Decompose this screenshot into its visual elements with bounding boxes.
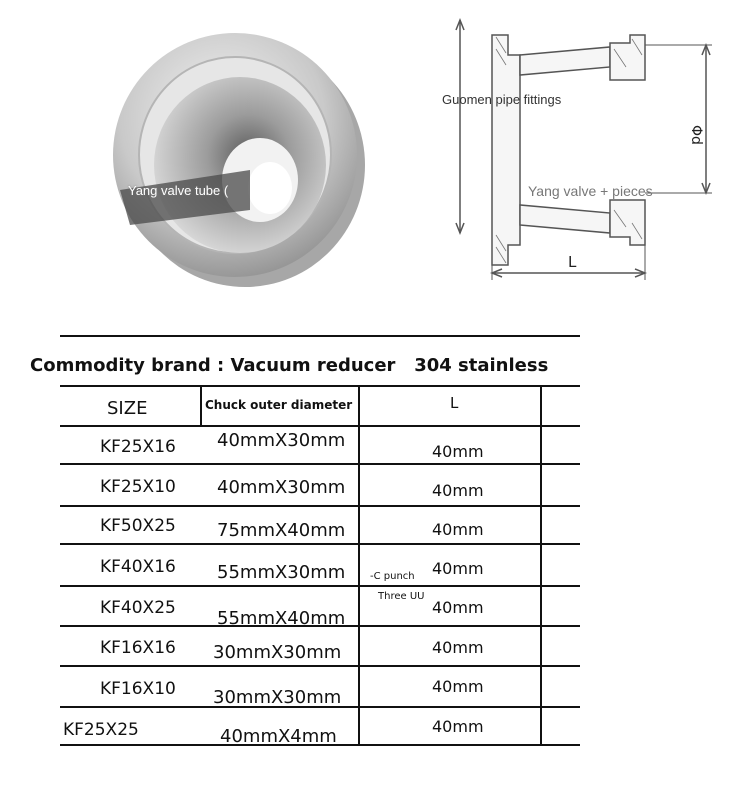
header-size: SIZE [107, 398, 148, 419]
row-l: 40mm [432, 677, 484, 696]
reducer-photo [100, 20, 370, 290]
row-size: KF50X25 [100, 516, 176, 536]
row-chuck: 55mmX30mm [217, 562, 346, 583]
row-size: KF16X10 [100, 679, 176, 699]
row-l: 40mm [432, 638, 484, 657]
row-size: KF40X25 [100, 598, 176, 618]
header-l: L [450, 394, 459, 412]
row-size: KF25X16 [100, 437, 176, 457]
row-l: 40mm [432, 598, 484, 617]
row-chuck: 75mmX40mm [217, 520, 346, 541]
drawing-caption-bottom: Yang valve + pieces [528, 183, 653, 199]
dim-l-label: L [568, 253, 577, 271]
note-line-2: Three UU [378, 591, 425, 602]
row-size: KF25X10 [100, 477, 176, 497]
row-l: 40mm [432, 481, 484, 500]
row-size: KF25X25 [63, 720, 139, 740]
row-l: 40mm [432, 442, 484, 461]
row-chuck: 40mmX30mm [217, 477, 346, 498]
note-line-1: -C punch [370, 571, 415, 582]
row-size: KF16X16 [100, 638, 176, 658]
spec-table [30, 330, 570, 760]
dim-d-label: Φd [688, 125, 704, 145]
row-chuck: 40mmX4mm [220, 726, 337, 747]
photo-caption: Yang valve tube ( [128, 183, 229, 198]
row-chuck: 30mmX30mm [213, 687, 342, 708]
drawing-caption-top: Guomen pipe fittings [442, 92, 562, 107]
row-chuck: 40mmX30mm [217, 430, 346, 451]
header-chuck-outer-diameter: Chuck outer diameter [205, 398, 353, 412]
row-l: 40mm [432, 520, 484, 539]
row-l: 40mm [432, 717, 484, 736]
row-size: KF40X16 [100, 557, 176, 577]
row-chuck: 55mmX40mm [217, 608, 346, 629]
table-title: Commodity brand : Vacuum reducer 304 stainless [30, 355, 549, 376]
reducer-drawing [430, 5, 730, 295]
row-l: 40mm [432, 559, 484, 578]
row-chuck: 30mmX30mm [213, 642, 342, 663]
